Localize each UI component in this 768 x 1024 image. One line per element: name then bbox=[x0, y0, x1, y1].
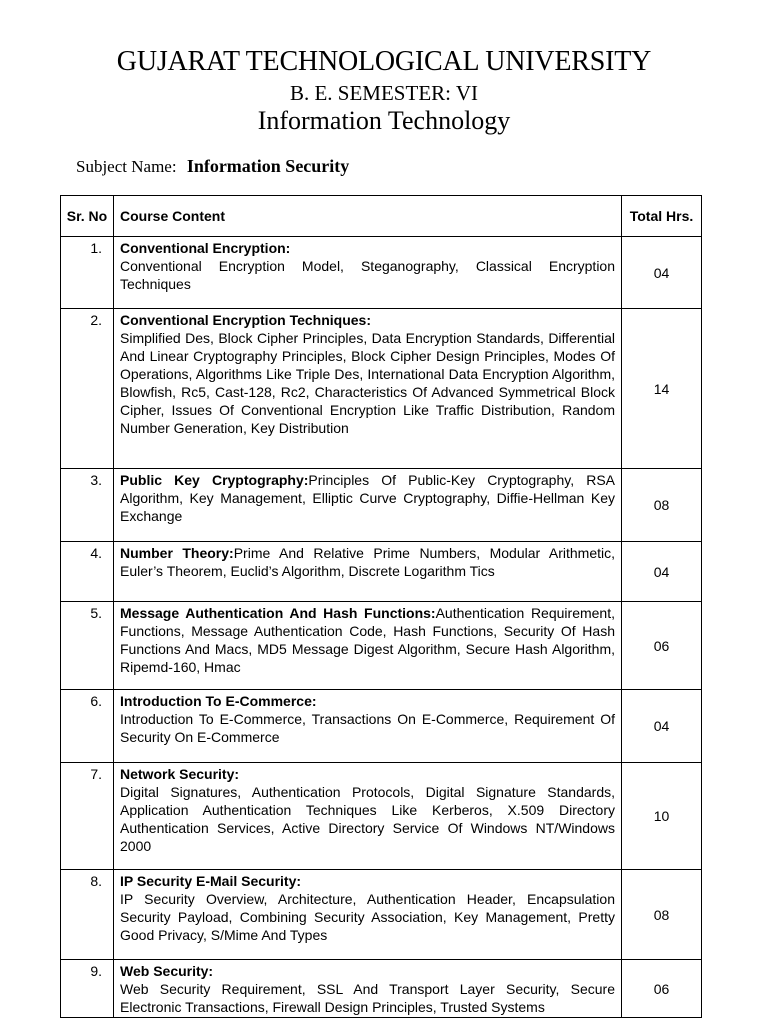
table-header-row bbox=[61, 196, 702, 237]
table-row bbox=[61, 602, 702, 690]
row-body: IP Security Overview, Architecture, Authentication Header, Encapsulation Security Payload, Combining Security Association, Key Management, Pretty Good Privacy, S/Mime And Types bbox=[120, 891, 615, 943]
row-sr-no: 5. bbox=[61, 602, 114, 690]
row-title: Introduction To E-Commerce: bbox=[120, 693, 317, 709]
row-body: Web Security Requirement, SSL And Transport Layer Security, Secure Electronic Transactions, Firewall Design Principles, Trusted Systems bbox=[120, 981, 615, 1015]
table-row bbox=[61, 309, 702, 469]
row-sr-no: 2. bbox=[61, 309, 114, 469]
row-content bbox=[114, 309, 622, 469]
subject-label: Subject Name: bbox=[76, 157, 177, 176]
row-hours: 08 bbox=[622, 870, 702, 960]
row-content bbox=[114, 960, 622, 1018]
row-title: Conventional Encryption Techniques: bbox=[120, 312, 371, 328]
row-title: Web Security: bbox=[120, 963, 214, 979]
row-content bbox=[114, 542, 622, 602]
row-title: Conventional Encryption: bbox=[120, 240, 291, 256]
course-content-table bbox=[60, 195, 702, 1018]
row-hours: 04 bbox=[622, 690, 702, 763]
row-hours: 10 bbox=[622, 763, 702, 870]
row-hours: 06 bbox=[622, 602, 702, 690]
header-course-content: Course Content bbox=[114, 196, 622, 237]
row-sr-no: 9. bbox=[61, 960, 114, 1018]
row-sr-no: 3. bbox=[61, 469, 114, 542]
row-content bbox=[114, 237, 622, 309]
row-content bbox=[114, 690, 622, 763]
table-row bbox=[61, 960, 702, 1018]
row-content bbox=[114, 602, 622, 690]
semester-heading: B. E. SEMESTER: VI bbox=[289, 81, 479, 105]
row-title: Number Theory: bbox=[120, 545, 234, 561]
row-hours: 08 bbox=[622, 469, 702, 542]
row-hours: 14 bbox=[622, 309, 702, 469]
table-row bbox=[61, 237, 702, 309]
table-row bbox=[61, 763, 702, 870]
subject-name: Information Security bbox=[186, 156, 350, 176]
table-row bbox=[61, 870, 702, 960]
row-sr-no: 4. bbox=[61, 542, 114, 602]
table-row bbox=[61, 690, 702, 763]
row-sr-no: 6. bbox=[61, 690, 114, 763]
row-hours: 04 bbox=[622, 237, 702, 309]
table-row bbox=[61, 542, 702, 602]
header-sr-no: Sr. No bbox=[61, 196, 114, 237]
row-body: Simplified Des, Block Cipher Principles, Data Encryption Standards, Differential And Linear Cryptography Principles, Block Cipher Design Principles, Modes Of Operations, Algorithms Like Triple Des, International Data Encryption Algorithm, Blowfish, Rc5, Cast-128, Rc2, Characteristics Of Advanced Symmetrical Block Cipher, Issues Of Conventional Encryption Like Traffic Distribution, Random Number Generation, Key Distribution bbox=[120, 330, 615, 436]
row-content bbox=[114, 763, 622, 870]
row-body: Introduction To E-Commerce, Transactions On E-Commerce, Requirement Of Security On E-Commerce bbox=[120, 711, 615, 745]
row-title: IP Security E-Mail Security: bbox=[120, 873, 302, 889]
table-row bbox=[61, 469, 702, 542]
row-body: Conventional Encryption Model, Steganography, Classical Encryption Techniques bbox=[120, 258, 615, 292]
row-sr-no: 7. bbox=[61, 763, 114, 870]
row-body: Prime And Relative Prime Numbers, Modular Arithmetic, Euler’s Theorem, Euclid’s Algorithm, Discrete Logarithm Tics bbox=[120, 545, 615, 579]
row-title: Message Authentication And Hash Functions: bbox=[120, 605, 436, 621]
header-total-hrs: Total Hrs. bbox=[622, 196, 702, 237]
row-title: Network Security: bbox=[120, 766, 240, 782]
row-sr-no: 1. bbox=[61, 237, 114, 309]
row-body: Principles Of Public-Key Cryptography, RSA Algorithm, Key Management, Elliptic Curve Cryptography, Diffie-Hellman Key Exchange bbox=[120, 472, 615, 524]
row-hours: 06 bbox=[622, 960, 702, 1018]
department-heading: Information Technology bbox=[257, 106, 511, 135]
row-content bbox=[114, 870, 622, 960]
subject-line bbox=[76, 154, 349, 179]
row-title: Public Key Cryptography: bbox=[120, 472, 309, 488]
row-hours: 04 bbox=[622, 542, 702, 602]
university-title: GUJARAT TECHNOLOGICAL UNIVERSITY bbox=[116, 46, 652, 77]
row-sr-no: 8. bbox=[61, 870, 114, 960]
row-body: Authentication Requirement, Functions, Message Authentication Code, Hash Functions, Security Of Hash Functions And Macs, MD5 Message Digest Algorithm, Secure Hash Algorithm, Ripemd-160, Hmac bbox=[120, 605, 615, 675]
row-body: Digital Signatures, Authentication Protocols, Digital Signature Standards, Application Authentication Techniques Like Kerberos, X.509 Directory Authentication Services, Active Directory Service Of Windows NT/Windows 2000 bbox=[120, 784, 615, 854]
row-content bbox=[114, 469, 622, 542]
